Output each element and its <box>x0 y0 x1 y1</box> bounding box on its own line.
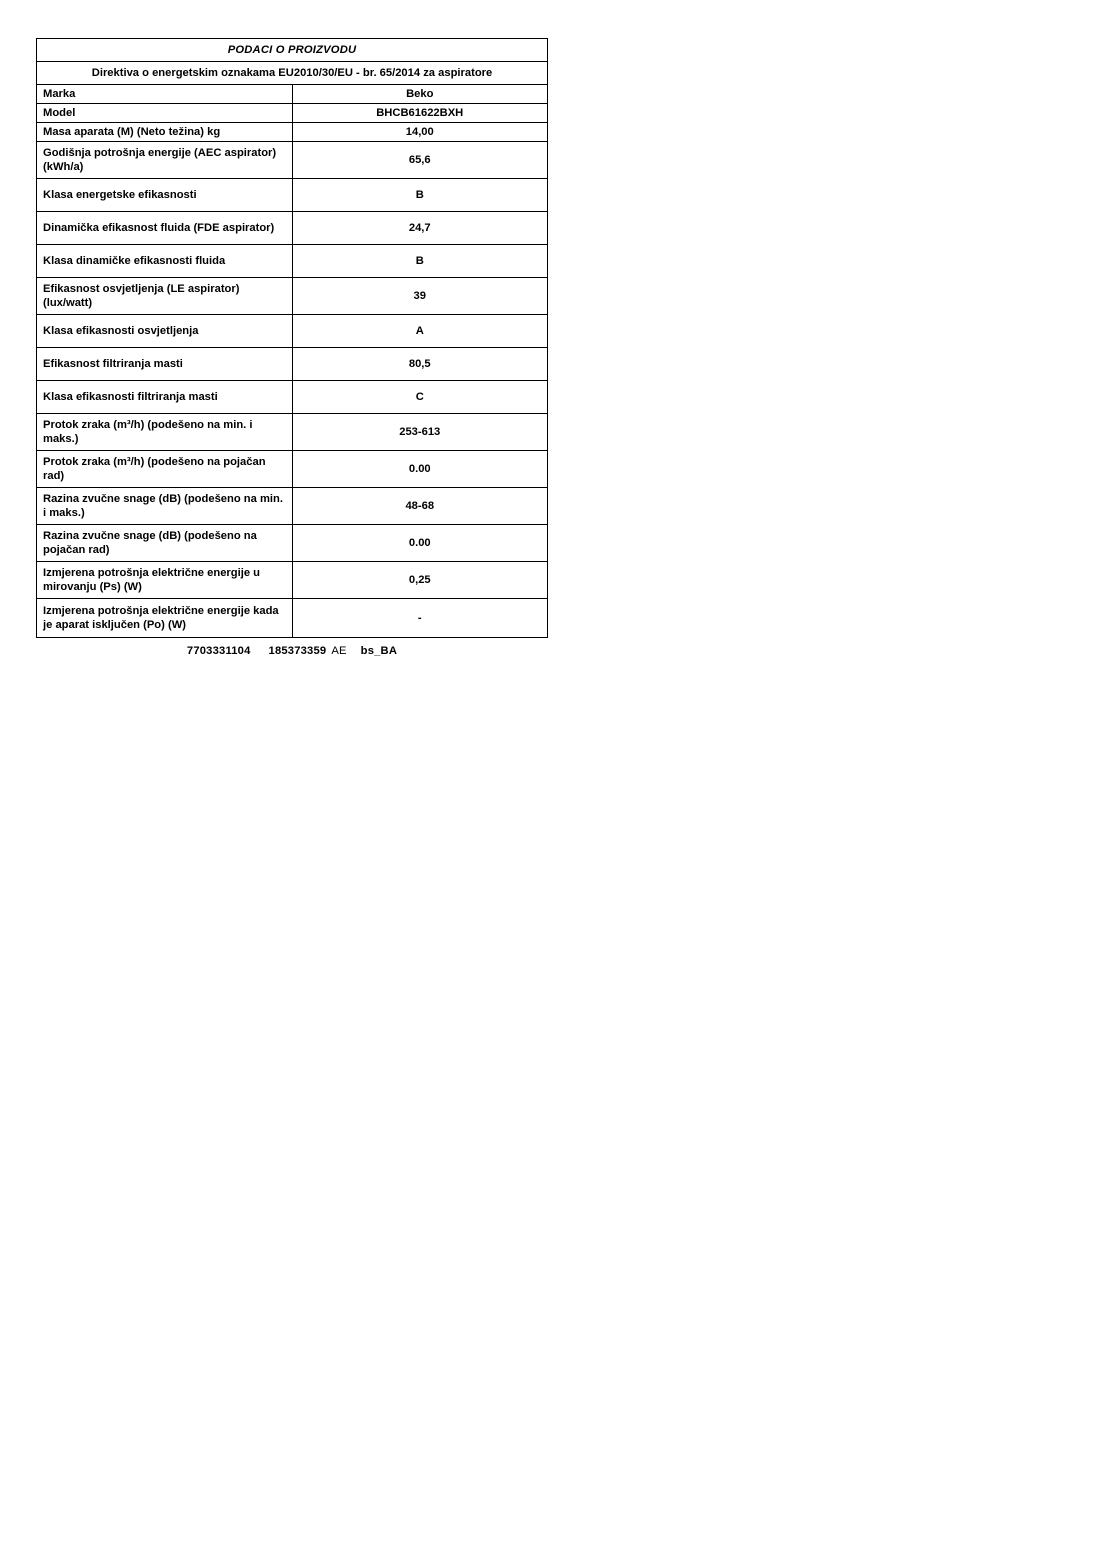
document-title: PODACI O PROIZVODU <box>37 39 548 62</box>
table-row <box>37 381 548 414</box>
table-body <box>37 39 548 638</box>
table-row <box>37 85 548 104</box>
row-value: 24,7 <box>292 212 548 245</box>
row-label: Model <box>37 104 293 123</box>
table-row <box>37 599 548 638</box>
table-row <box>37 123 548 142</box>
table-title-row <box>37 39 548 62</box>
row-value: 39 <box>292 278 548 315</box>
row-value: 80,5 <box>292 348 548 381</box>
row-value: A <box>292 315 548 348</box>
row-label: Klasa efikasnosti filtriranja masti <box>37 381 293 414</box>
row-label: Razina zvučne snage (dB) (podešeno na pojačan rad) <box>37 525 293 562</box>
table-row <box>37 278 548 315</box>
table-row <box>37 488 548 525</box>
row-label: Razina zvučne snage (dB) (podešeno na min. i maks.) <box>37 488 293 525</box>
product-fiche <box>36 38 548 657</box>
table-row <box>37 179 548 212</box>
row-value: B <box>292 245 548 278</box>
row-value: 65,6 <box>292 142 548 179</box>
row-value: 48-68 <box>292 488 548 525</box>
row-value: B <box>292 179 548 212</box>
row-label: Dinamička efikasnost fluida (FDE aspirator) <box>37 212 293 245</box>
row-value: 14,00 <box>292 123 548 142</box>
row-label: Protok zraka (m³/h) (podešeno na pojačan rad) <box>37 451 293 488</box>
footer-code-primary: 7703331104 <box>186 645 251 657</box>
row-value: C <box>292 381 548 414</box>
row-value: 0.00 <box>292 525 548 562</box>
table-row <box>37 451 548 488</box>
row-value: 0,25 <box>292 562 548 599</box>
row-label: Izmjerena potrošnja električne energije kada je aparat isključen (Po) (W) <box>37 599 293 638</box>
row-label: Izmjerena potrošnja električne energije u mirovanju (Ps) (W) <box>37 562 293 599</box>
footer-code-secondary: 185373359 <box>268 645 327 657</box>
table-row <box>37 348 548 381</box>
row-label: Efikasnost osvjetljenja (LE aspirator) (lux/watt) <box>37 278 293 315</box>
table-subtitle-row <box>37 62 548 85</box>
table-row <box>37 315 548 348</box>
table-row <box>37 525 548 562</box>
row-value: BHCB61622BXH <box>292 104 548 123</box>
row-label: Marka <box>37 85 293 104</box>
row-label: Klasa energetske efikasnosti <box>37 179 293 212</box>
document-subtitle: Direktiva o energetskim oznakama EU2010/30/EU - br. 65/2014 za aspiratore <box>37 62 548 85</box>
row-label: Klasa dinamičke efikasnosti fluida <box>37 245 293 278</box>
row-value: Beko <box>292 85 548 104</box>
row-label: Masa aparata (M) (Neto težina) kg <box>37 123 293 142</box>
product-data-table <box>36 38 548 638</box>
table-row <box>37 414 548 451</box>
row-value: - <box>292 599 548 638</box>
table-row <box>37 212 548 245</box>
table-row <box>37 104 548 123</box>
table-row <box>37 245 548 278</box>
row-label: Efikasnost filtriranja masti <box>37 348 293 381</box>
document-footer <box>36 645 548 657</box>
row-label: Klasa efikasnosti osvjetljenja <box>37 315 293 348</box>
row-value: 0.00 <box>292 451 548 488</box>
table-row <box>37 142 548 179</box>
table-row <box>37 562 548 599</box>
row-label: Protok zraka (m³/h) (podešeno na min. i maks.) <box>37 414 293 451</box>
row-label: Godišnja potrošnja energije (AEC aspirator)(kWh/a) <box>37 142 293 179</box>
footer-language: bs_BA <box>360 645 398 657</box>
footer-revision: AE <box>331 645 347 657</box>
row-value: 253-613 <box>292 414 548 451</box>
